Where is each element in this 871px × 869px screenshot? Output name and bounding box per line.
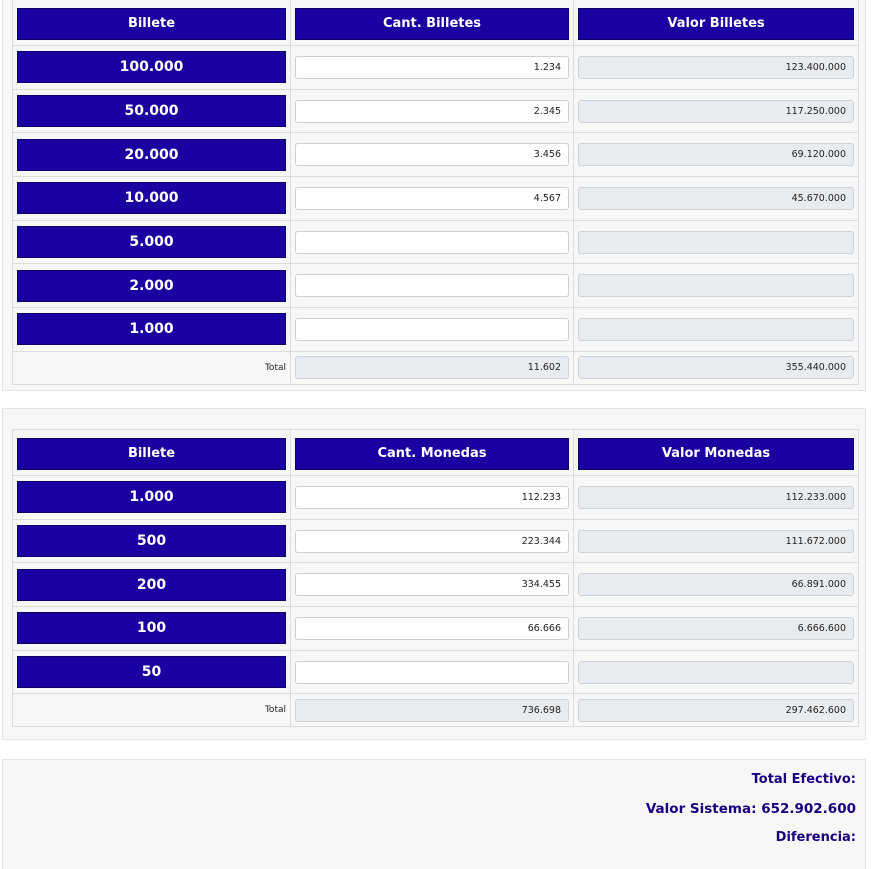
table-row <box>13 133 859 177</box>
cant-monedas-column-header: Cant. Monedas <box>295 438 569 470</box>
total-valor-billetes: 355.440.000 <box>578 356 854 379</box>
denomination-label: 100 <box>17 612 286 644</box>
table-row <box>13 563 859 607</box>
value-readonly <box>578 274 854 297</box>
table-row <box>13 89 859 133</box>
denomination-label: 200 <box>17 569 286 601</box>
billetes-panel <box>2 0 866 391</box>
quantity-input[interactable] <box>295 617 569 640</box>
monedas-header-row <box>13 430 859 476</box>
table-row <box>13 177 859 221</box>
value-readonly <box>578 318 854 341</box>
cant-billetes-column-header: Cant. Billetes <box>295 8 569 40</box>
total-row <box>13 694 859 727</box>
denomination-label: 1.000 <box>17 313 286 345</box>
valor-monedas-column-header: Valor Monedas <box>578 438 854 470</box>
diferencia-label: Diferencia: <box>775 830 856 845</box>
quantity-input[interactable] <box>295 573 569 596</box>
table-row <box>13 519 859 563</box>
quantity-input[interactable] <box>295 56 569 79</box>
value-readonly <box>578 231 854 254</box>
total-efectivo-label: Total Efectivo: <box>751 772 856 787</box>
quantity-input[interactable] <box>295 661 569 684</box>
denomination-label: 50.000 <box>17 95 286 127</box>
monedas-panel <box>2 408 866 740</box>
value-readonly: 66.891.000 <box>578 573 854 596</box>
denomination-label: 10.000 <box>17 182 286 214</box>
quantity-input[interactable] <box>295 530 569 553</box>
quantity-input[interactable] <box>295 486 569 509</box>
denomination-label: 500 <box>17 525 286 557</box>
denomination-label: 2.000 <box>17 270 286 302</box>
table-row <box>13 650 859 694</box>
total-label: Total <box>13 351 291 384</box>
quantity-input[interactable] <box>295 318 569 341</box>
quantity-input[interactable] <box>295 100 569 123</box>
summary-panel <box>2 759 866 869</box>
denomination-label: 100.000 <box>17 51 286 83</box>
total-cant-monedas: 736.698 <box>295 699 569 722</box>
denomination-label: 20.000 <box>17 139 286 171</box>
table-row <box>13 220 859 264</box>
quantity-input[interactable] <box>295 143 569 166</box>
denomination-label: 1.000 <box>17 481 286 513</box>
table-row <box>13 308 859 352</box>
value-readonly: 112.233.000 <box>578 486 854 509</box>
value-readonly: 111.672.000 <box>578 530 854 553</box>
billetes-header-row <box>13 0 859 46</box>
value-readonly: 117.250.000 <box>578 100 854 123</box>
monedas-table <box>12 429 859 727</box>
valor-billetes-column-header: Valor Billetes <box>578 8 854 40</box>
table-row <box>13 46 859 90</box>
value-readonly: 69.120.000 <box>578 143 854 166</box>
total-valor-monedas: 297.462.600 <box>578 699 854 722</box>
quantity-input[interactable] <box>295 274 569 297</box>
denomination-label: 50 <box>17 656 286 688</box>
valor-sistema-label: Valor Sistema: 652.902.600 <box>645 801 856 817</box>
value-readonly: 45.670.000 <box>578 187 854 210</box>
billete-column-header: Billete <box>17 438 286 470</box>
table-row <box>13 607 859 651</box>
total-row <box>13 351 859 384</box>
quantity-input[interactable] <box>295 231 569 254</box>
value-readonly <box>578 661 854 684</box>
quantity-input[interactable] <box>295 187 569 210</box>
value-readonly: 6.666.600 <box>578 617 854 640</box>
table-row <box>13 476 859 520</box>
value-readonly: 123.400.000 <box>578 56 854 79</box>
table-row <box>13 264 859 308</box>
total-label: Total <box>13 694 291 727</box>
billete-column-header: Billete <box>17 8 286 40</box>
billetes-table <box>12 0 859 385</box>
total-cant-billetes: 11.602 <box>295 356 569 379</box>
denomination-label: 5.000 <box>17 226 286 258</box>
